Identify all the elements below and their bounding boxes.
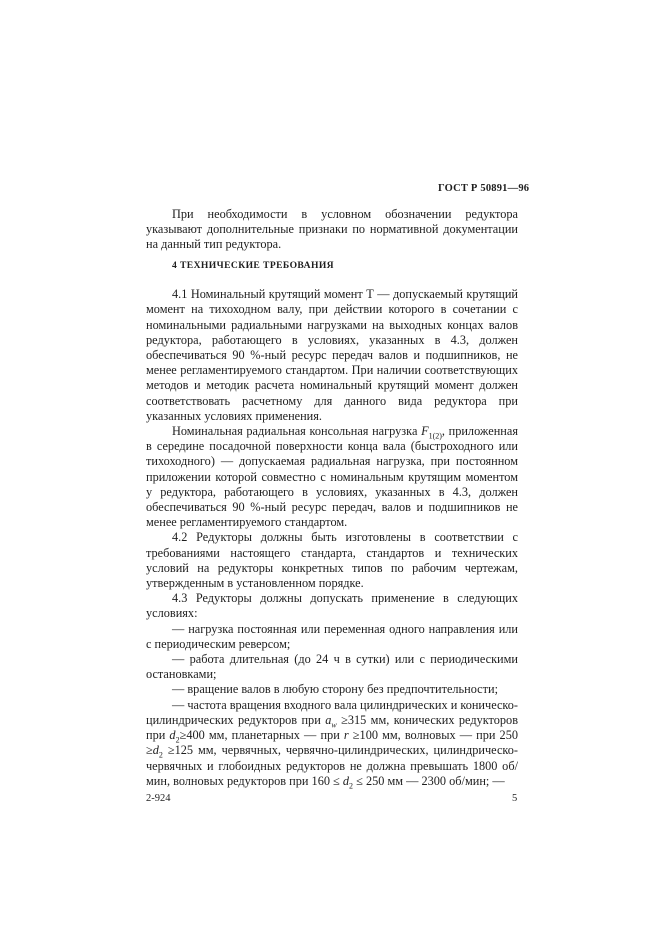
speed-text-3: ≥400 мм, планетарных — при: [179, 728, 344, 743]
d2-subscript-2: 2: [158, 750, 163, 760]
d2-subscript-3: 2: [349, 781, 354, 791]
d2-symbol: d: [169, 728, 176, 743]
list-item-rotation: — вращение валов в любую сторону без предпочтительности;: [172, 682, 499, 697]
aw-subscript: w: [331, 720, 337, 730]
speed-text-6: ≤ 250 мм — 2300 об/мин; —: [353, 773, 505, 788]
footer-code: 2-924: [146, 793, 171, 804]
aw-symbol: a: [325, 712, 332, 727]
page-number: 5: [512, 793, 518, 804]
section-title: 4 ТЕХНИЧЕСКИЕ ТРЕБОВАНИЯ: [172, 260, 335, 271]
d2-symbol-3: d: [342, 773, 350, 788]
speed-text-5: ≥125 мм, червячных, червячно-цилиндрических, цилиндрическо-червячных и глобоидных редукторов не должна превышать 1800 об/мин, волновых редукторов при 160 ≤: [146, 743, 518, 788]
force-symbol: F: [421, 424, 429, 439]
speed-text-4: ≥100 мм, волновых — при 250 ≥: [146, 728, 518, 758]
paragraph-radial-load: [146, 424, 518, 530]
force-subscript: 1(2): [428, 431, 442, 441]
paragraph-4-3: 4.3 Редукторы должны допускать применение в следующих условиях:: [146, 591, 518, 621]
document-header: ГОСТ Р 50891—96: [438, 183, 530, 194]
speed-text-2: ≥315 мм, конических редукторов при: [146, 712, 518, 743]
intro-block: [146, 207, 518, 253]
d2-subscript: 2: [175, 735, 180, 745]
intro-paragraph: При необходимости в условном обозначении редуктора указывают дополнительные признаки по нормативной документации на данный тип редуктора.: [146, 207, 518, 252]
list-item-operation: — работа длительная (до 24 ч в сутки) или с периодическими остановками;: [146, 652, 518, 682]
list-item-speed: [146, 698, 518, 789]
d2-symbol-2: d: [152, 743, 159, 758]
radial-load-text-a: Номинальная радиальная консольная нагрузка: [172, 424, 422, 439]
speed-text-1: — частота вращения входного вала цилиндрических и коническо-цилиндрических редукторов при: [146, 697, 519, 727]
list-item-load: — нагрузка постоянная или переменная одного направления или с периодическим реверсом;: [146, 621, 518, 651]
r-symbol: r: [343, 728, 349, 743]
radial-load-text-b: , приложенная в середине посадочной поверхности конца вала (быстроходного или тихоходного) — допускаемая радиальная нагрузка, при постоянном приложении которой совместно с номинальным крутящим моментом у редуктора, работающего в условиях, указанных в 4.3, должен обеспечиваться 90 %-ный ресурс передач, валов и подшипников не менее регламентируемого стандартом.: [146, 424, 518, 530]
paragraph-4-1: 4.1 Номинальный крутящий момент Т — допускаемый крутящий момент на тихоходном валу, при действии которого в сочетании с номинальными радиальными нагрузками на выходных концах валов редуктора, работающего в условиях, указанных в 4.3, должен обеспечиваться 90 %-ный ресурс передач валов и подшипников, не менее регламентируемого стандартом. При наличии соответствующих методов и методик расчета номинальный крутящий момент должен соответствовать расчетному для данного вида редуктора при указанных условиях применения.: [146, 287, 518, 423]
section-technical-requirements: [146, 258, 518, 789]
paragraph-4-2: 4.2 Редукторы должны быть изготовлены в соответствии с требованиями настоящего стандарта, стандартов и технических условий на редукторы конкретных типов по рабочим чертежам, утвержденным в установленном порядке.: [146, 530, 518, 591]
